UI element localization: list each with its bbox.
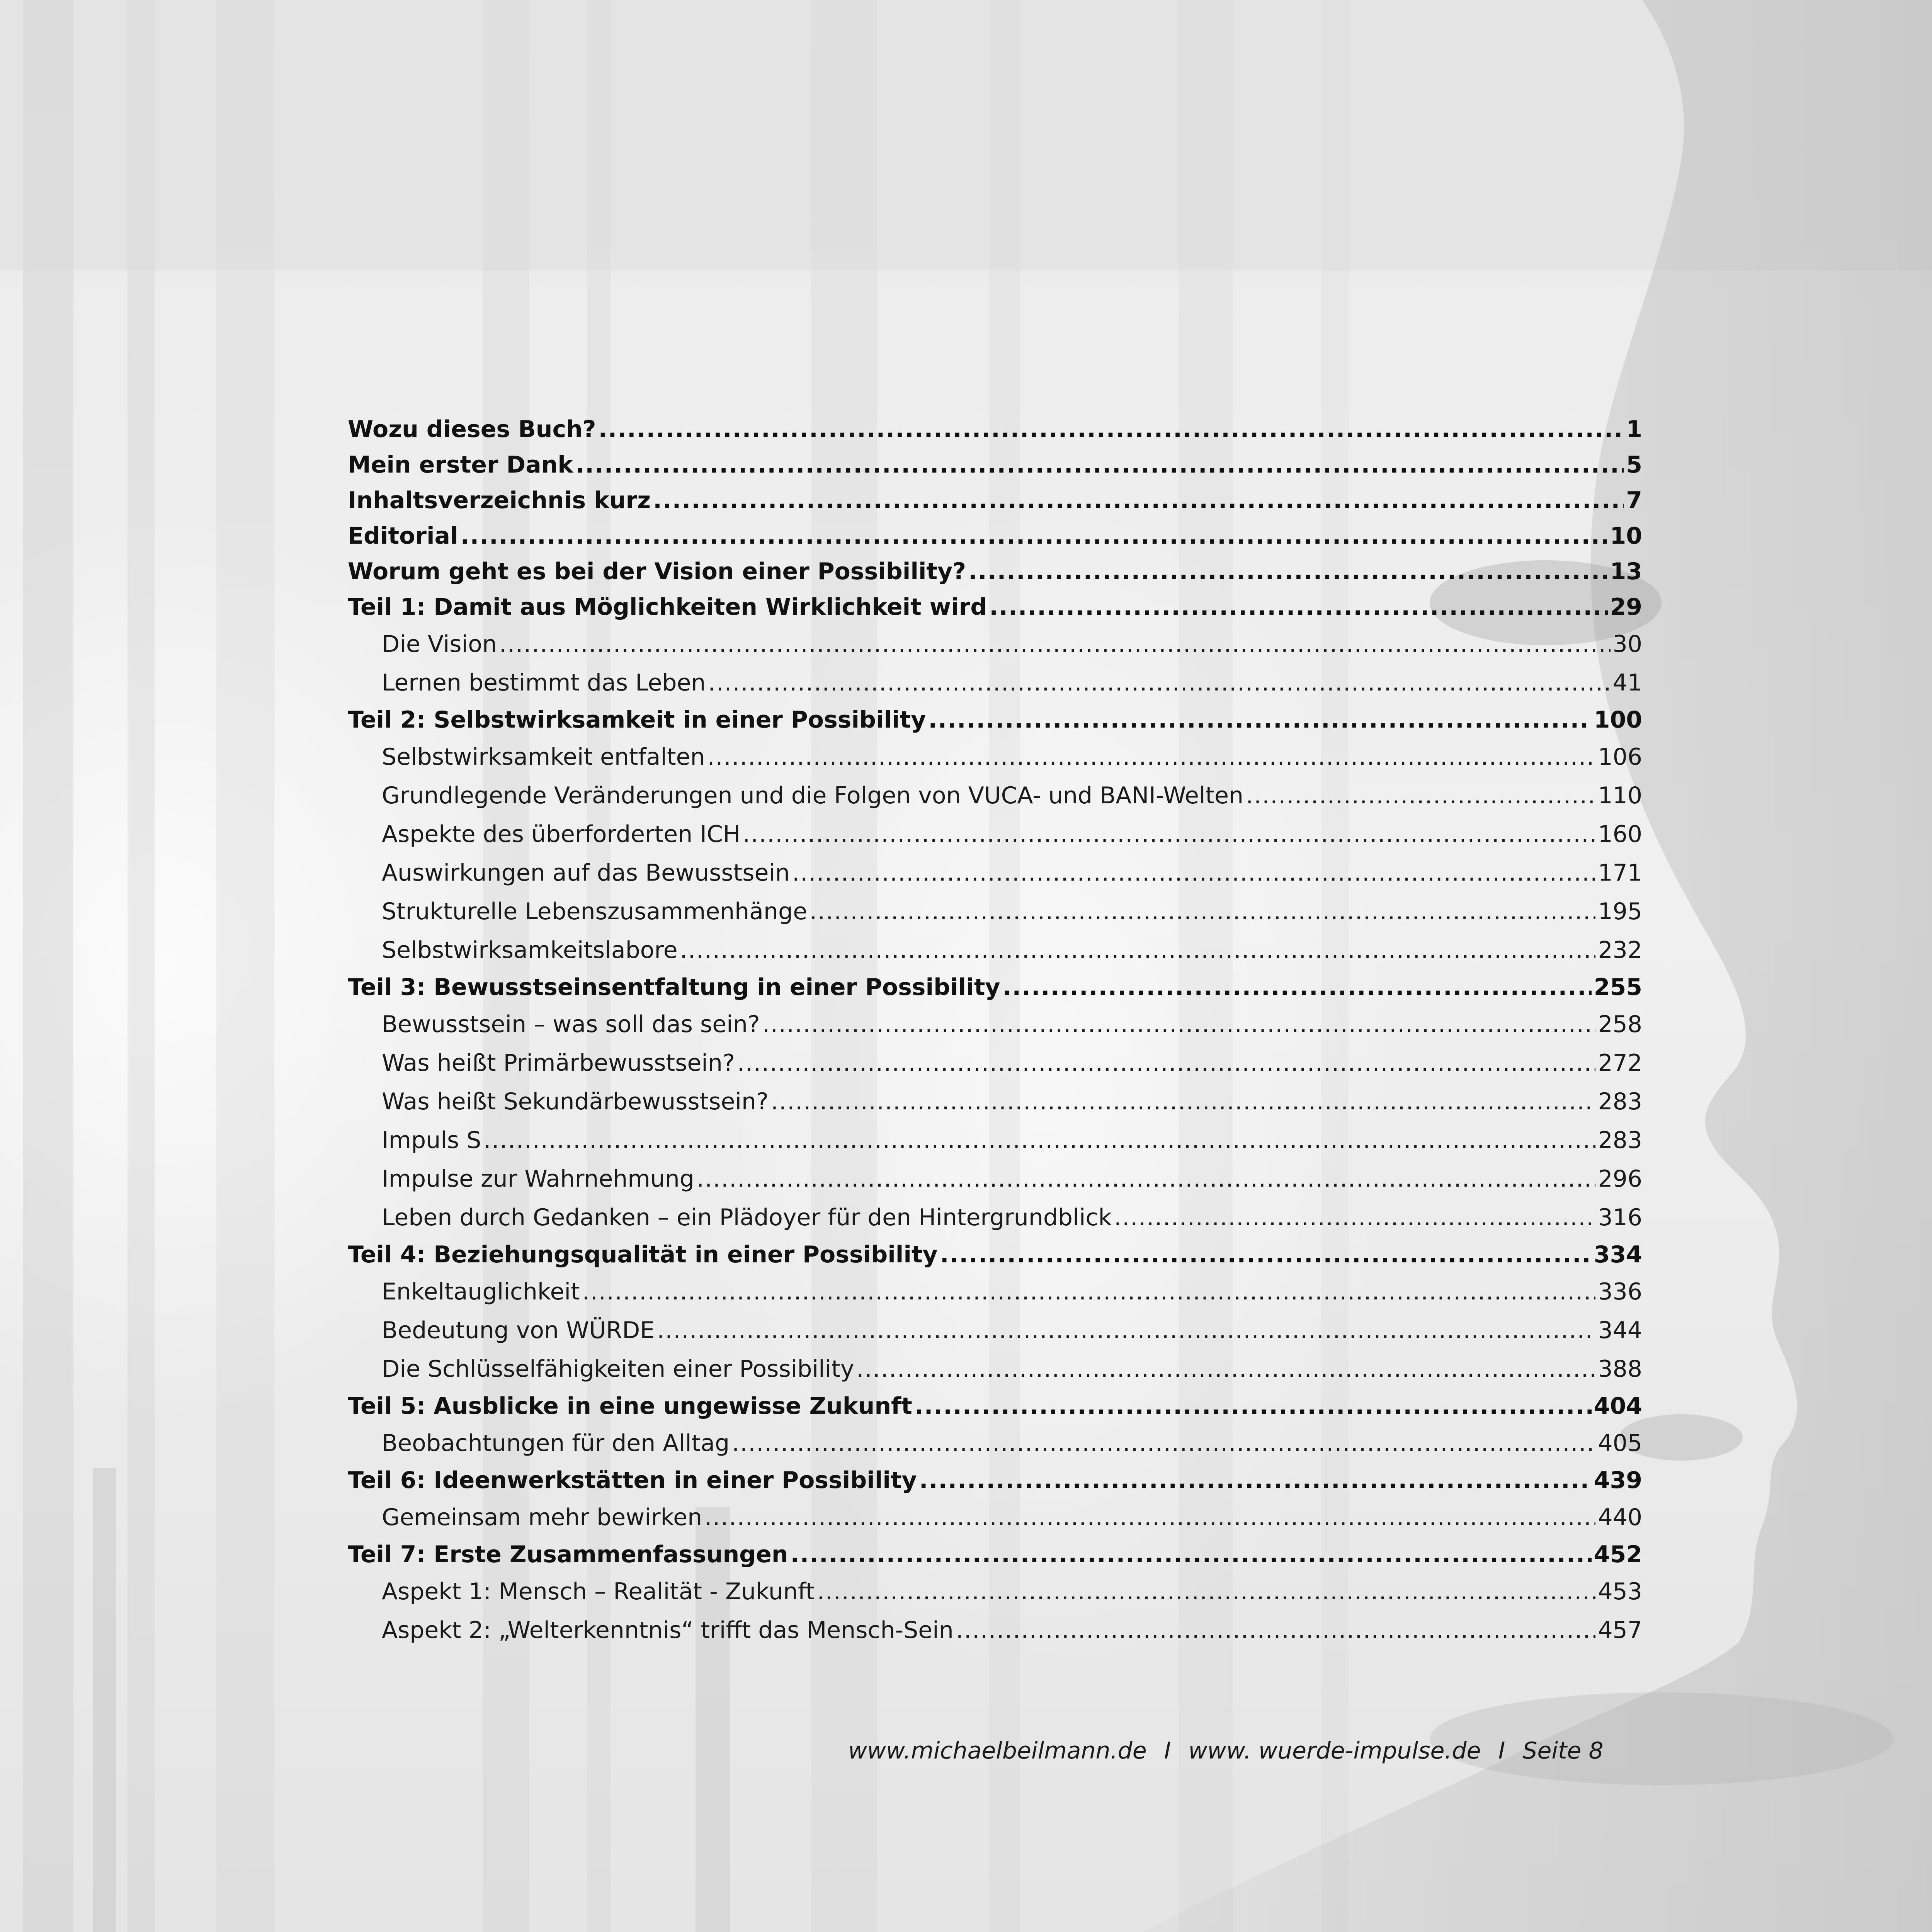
toc-dot-leader bbox=[857, 1350, 1596, 1388]
toc-entry-page-number: 296 bbox=[1598, 1165, 1642, 1192]
toc-section-entry bbox=[348, 1424, 1642, 1463]
toc-entry-page-number: 258 bbox=[1598, 1011, 1642, 1038]
toc-entry-title: Was heißt Primärbewusstsein? bbox=[382, 1049, 735, 1077]
toc-section-entry bbox=[348, 1160, 1642, 1198]
toc-chapter-entry bbox=[348, 1237, 1642, 1272]
toc-dot-leader bbox=[989, 589, 1607, 625]
toc-entry-page-number: 13 bbox=[1610, 558, 1642, 585]
toc-entry-page-number: 110 bbox=[1598, 782, 1642, 809]
toc-entry-page-number: 334 bbox=[1594, 1241, 1642, 1268]
toc-entry-page-number: 255 bbox=[1594, 974, 1642, 1001]
page-footer bbox=[848, 1737, 1604, 1764]
toc-dot-leader bbox=[1246, 776, 1595, 815]
toc-section-entry bbox=[348, 1572, 1642, 1611]
toc-entry-title: Beobachtungen für den Alltag bbox=[382, 1430, 730, 1457]
toc-dot-leader bbox=[461, 518, 1608, 554]
toc-entry-page-number: 106 bbox=[1598, 743, 1642, 770]
toc-entry-title: Was heißt Sekundärbewusstsein? bbox=[382, 1088, 769, 1115]
toc-entry-page-number: 439 bbox=[1594, 1467, 1642, 1494]
toc-entry-page-number: 10 bbox=[1610, 522, 1642, 549]
toc-section-entry bbox=[348, 931, 1642, 969]
toc-entry-title: Impulse zur Wahrnehmung bbox=[382, 1165, 694, 1192]
toc-dot-leader bbox=[737, 1044, 1596, 1082]
toc-dot-leader bbox=[968, 554, 1607, 589]
toc-entry-page-number: 440 bbox=[1598, 1504, 1642, 1531]
toc-entry-title: Bedeutung von WÜRDE bbox=[382, 1317, 655, 1344]
toc-section-entry bbox=[348, 1350, 1642, 1388]
footer-separator: I bbox=[1164, 1737, 1171, 1764]
toc-dot-leader bbox=[483, 1121, 1595, 1160]
toc-entry-title: Teil 7: Erste Zusammenfassungen bbox=[348, 1541, 788, 1568]
toc-entry-title: Strukturelle Lebenszusammenhänge bbox=[382, 898, 807, 925]
toc-chapter-entry bbox=[348, 1537, 1642, 1572]
toc-entry-page-number: 405 bbox=[1598, 1430, 1642, 1457]
footer-page-number: Seite 8 bbox=[1522, 1737, 1604, 1764]
toc-entry-title: Editorial bbox=[348, 522, 458, 549]
toc-entry-title: Auswirkungen auf das Bewusstsein bbox=[382, 859, 790, 886]
toc-entry-title: Lernen bestimmt das Leben bbox=[382, 669, 706, 696]
toc-entry-title: Teil 3: Bewusstseinsentfaltung in einer Possibility bbox=[348, 974, 1000, 1001]
footer-separator: I bbox=[1498, 1737, 1505, 1764]
toc-dot-leader bbox=[792, 854, 1595, 892]
toc-dot-leader bbox=[919, 1463, 1592, 1498]
toc-entry-title: Mein erster Dank bbox=[348, 451, 573, 478]
toc-entry-page-number: 5 bbox=[1626, 451, 1642, 478]
toc-section-entry bbox=[348, 1044, 1642, 1082]
toc-entry-page-number: 29 bbox=[1610, 594, 1642, 621]
toc-dot-leader bbox=[771, 1082, 1596, 1121]
toc-dot-leader bbox=[599, 412, 1624, 447]
footer-website-wuerde-impulse: www. wuerde-impulse.de bbox=[1188, 1737, 1481, 1764]
toc-dot-leader bbox=[810, 892, 1595, 931]
toc-dot-leader bbox=[817, 1572, 1596, 1611]
toc-chapter-entry bbox=[348, 447, 1642, 483]
toc-dot-leader bbox=[657, 1311, 1595, 1350]
toc-entry-page-number: 457 bbox=[1598, 1617, 1642, 1644]
toc-entry-title: Inhaltsverzeichnis kurz bbox=[348, 487, 651, 514]
toc-chapter-entry bbox=[348, 412, 1642, 447]
toc-dot-leader bbox=[653, 483, 1624, 518]
toc-dot-leader bbox=[1114, 1198, 1595, 1237]
toc-entry-page-number: 160 bbox=[1598, 821, 1642, 848]
toc-section-entry bbox=[348, 1198, 1642, 1237]
toc-entry-page-number: 283 bbox=[1598, 1088, 1642, 1115]
footer-website-michaelbeilmann: www.michaelbeilmann.de bbox=[848, 1737, 1147, 1764]
toc-entry-page-number: 272 bbox=[1598, 1049, 1642, 1077]
toc-entry-title: Grundlegende Veränderungen und die Folgen von VUCA- und BANI-Welten bbox=[382, 782, 1244, 809]
toc-dot-leader bbox=[704, 1498, 1595, 1537]
toc-dot-leader bbox=[915, 1388, 1592, 1424]
toc-entry-title: Leben durch Gedanken – ein Plädoyer für den Hintergrundblick bbox=[382, 1204, 1112, 1231]
toc-dot-leader bbox=[762, 1005, 1596, 1044]
toc-entry-title: Teil 4: Beziehungsqualität in einer Possibility bbox=[348, 1241, 938, 1268]
toc-dot-leader bbox=[940, 1237, 1592, 1272]
toc-entry-page-number: 344 bbox=[1598, 1317, 1642, 1344]
toc-chapter-entry bbox=[348, 518, 1642, 554]
toc-entry-page-number: 30 bbox=[1612, 631, 1642, 658]
toc-entry-title: Selbstwirksamkeitslabore bbox=[382, 937, 678, 964]
toc-section-entry bbox=[348, 854, 1642, 892]
toc-section-entry bbox=[348, 1082, 1642, 1121]
toc-dot-leader bbox=[707, 738, 1595, 776]
toc-section-entry bbox=[348, 1498, 1642, 1537]
toc-entry-title: Aspekte des überforderten ICH bbox=[382, 821, 740, 848]
toc-entry-title: Impuls S bbox=[382, 1127, 481, 1154]
toc-entry-title: Teil 6: Ideenwerkstätten in einer Possibility bbox=[348, 1467, 917, 1494]
toc-entry-page-number: 452 bbox=[1594, 1541, 1642, 1568]
toc-entry-page-number: 100 bbox=[1594, 706, 1642, 733]
toc-entry-title: Teil 2: Selbstwirksamkeit in einer Possibility bbox=[348, 706, 926, 733]
toc-entry-page-number: 41 bbox=[1612, 669, 1642, 696]
toc-chapter-entry bbox=[348, 969, 1642, 1005]
toc-section-entry bbox=[348, 1121, 1642, 1160]
toc-entry-title: Bewusstsein – was soll das sein? bbox=[382, 1011, 760, 1038]
table-of-contents bbox=[348, 412, 1642, 1650]
toc-entry-page-number: 195 bbox=[1598, 898, 1642, 925]
toc-section-entry bbox=[348, 776, 1642, 815]
toc-dot-leader bbox=[956, 1611, 1596, 1650]
toc-entry-page-number: 171 bbox=[1598, 859, 1642, 886]
toc-entry-title: Teil 1: Damit aus Möglichkeiten Wirklichkeit wird bbox=[348, 594, 987, 621]
toc-section-entry bbox=[348, 1005, 1642, 1044]
toc-entry-page-number: 1 bbox=[1626, 416, 1642, 443]
toc-dot-leader bbox=[743, 815, 1596, 854]
toc-entry-title: Aspekt 1: Mensch – Realität - Zukunft bbox=[382, 1578, 815, 1605]
toc-section-entry bbox=[348, 1272, 1642, 1311]
toc-dot-leader bbox=[928, 702, 1591, 738]
toc-section-entry bbox=[348, 663, 1642, 702]
toc-section-entry bbox=[348, 815, 1642, 854]
toc-entry-page-number: 7 bbox=[1626, 487, 1642, 514]
toc-entry-page-number: 388 bbox=[1598, 1355, 1642, 1383]
toc-chapter-entry bbox=[348, 554, 1642, 589]
toc-chapter-entry bbox=[348, 702, 1642, 738]
toc-entry-title: Die Vision bbox=[382, 631, 497, 658]
toc-entry-title: Wozu dieses Buch? bbox=[348, 416, 596, 443]
toc-entry-title: Gemeinsam mehr bewirken bbox=[382, 1504, 702, 1531]
toc-dot-leader bbox=[575, 447, 1624, 483]
toc-entry-page-number: 336 bbox=[1598, 1278, 1642, 1305]
toc-entry-title: Worum geht es bei der Vision einer Possibility? bbox=[348, 558, 966, 585]
toc-entry-title: Aspekt 2: „Welterkenntnis“ trifft das Mensch-Sein bbox=[382, 1617, 954, 1644]
toc-section-entry bbox=[348, 625, 1642, 663]
toc-entry-page-number: 404 bbox=[1594, 1393, 1642, 1420]
toc-dot-leader bbox=[1003, 969, 1592, 1005]
toc-dot-leader bbox=[499, 625, 1611, 663]
toc-section-entry bbox=[348, 1311, 1642, 1350]
toc-entry-title: Enkeltauglichkeit bbox=[382, 1278, 580, 1305]
toc-entry-title: Teil 5: Ausblicke in eine ungewisse Zukunft bbox=[348, 1393, 912, 1420]
toc-entry-page-number: 453 bbox=[1598, 1578, 1642, 1605]
toc-chapter-entry bbox=[348, 589, 1642, 625]
toc-chapter-entry bbox=[348, 1388, 1642, 1424]
toc-dot-leader bbox=[697, 1160, 1596, 1198]
toc-section-entry bbox=[348, 738, 1642, 776]
toc-dot-leader bbox=[708, 663, 1610, 702]
toc-chapter-entry bbox=[348, 1463, 1642, 1498]
toc-dot-leader bbox=[582, 1272, 1596, 1311]
toc-entry-page-number: 232 bbox=[1598, 937, 1642, 964]
toc-entry-page-number: 283 bbox=[1598, 1127, 1642, 1154]
toc-section-entry bbox=[348, 892, 1642, 931]
toc-entry-title: Selbstwirksamkeit entfalten bbox=[382, 743, 705, 770]
toc-dot-leader bbox=[732, 1424, 1595, 1463]
toc-entry-page-number: 316 bbox=[1598, 1204, 1642, 1231]
toc-section-entry bbox=[348, 1611, 1642, 1650]
toc-dot-leader bbox=[680, 931, 1596, 969]
toc-chapter-entry bbox=[348, 483, 1642, 518]
toc-dot-leader bbox=[791, 1537, 1592, 1572]
toc-entry-title: Die Schlüsselfähigkeiten einer Possibility bbox=[382, 1355, 854, 1383]
